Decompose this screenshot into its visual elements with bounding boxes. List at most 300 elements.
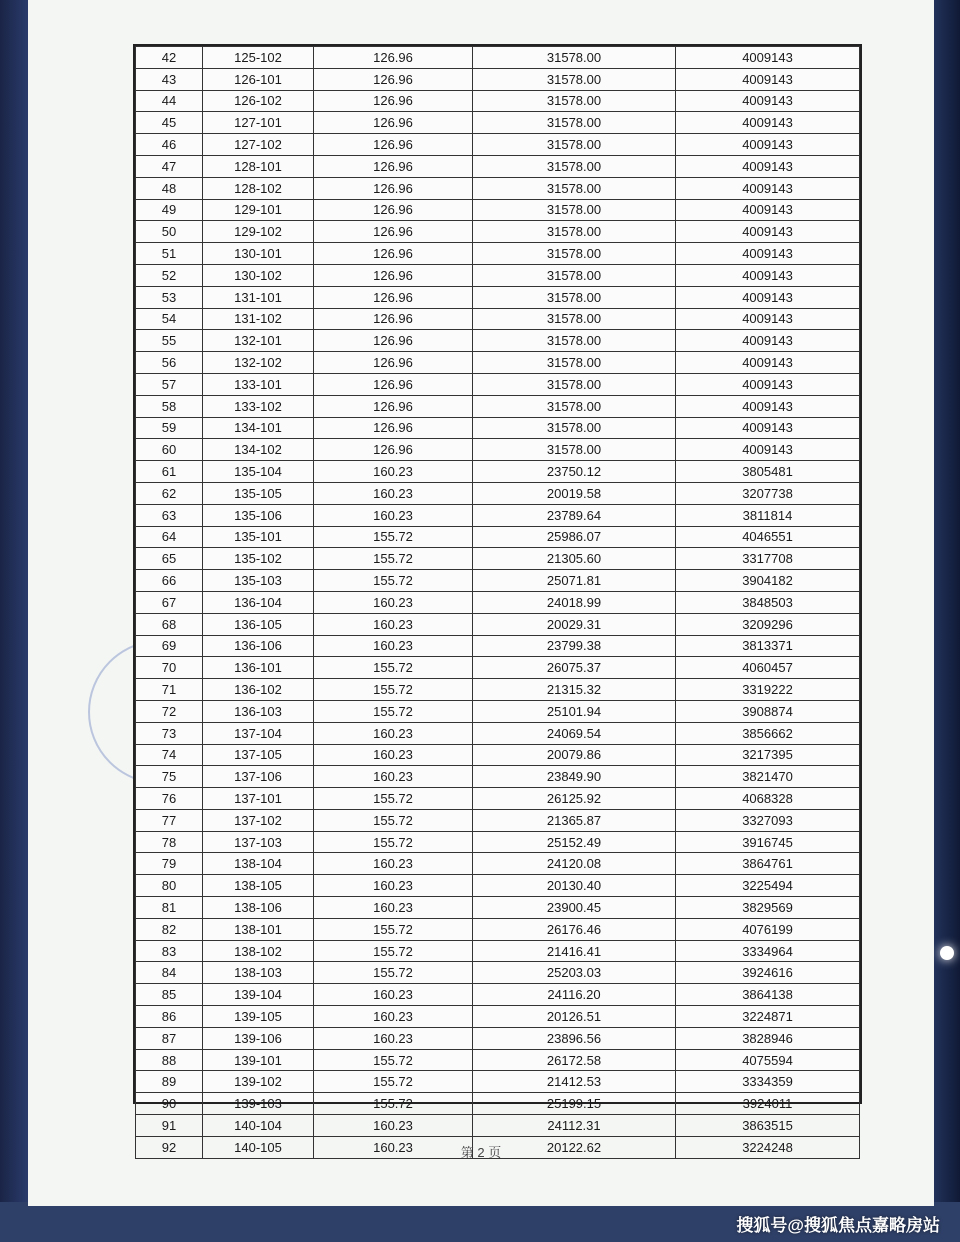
area-cell: 126.96 (314, 90, 473, 112)
room-number: 138-105 (203, 875, 314, 897)
room-number: 127-102 (203, 134, 314, 156)
table-row (136, 744, 860, 766)
total-price-cell: 3217395 (676, 744, 860, 766)
total-price-cell: 4009143 (676, 417, 860, 439)
area-cell: 126.96 (314, 199, 473, 221)
table-row (136, 177, 860, 199)
row-index: 60 (136, 439, 203, 461)
room-number: 134-102 (203, 439, 314, 461)
monitor-bezel-right (930, 0, 960, 1242)
table-row (136, 591, 860, 613)
area-cell: 160.23 (314, 635, 473, 657)
room-number: 132-102 (203, 352, 314, 374)
room-number: 137-104 (203, 722, 314, 744)
row-index: 86 (136, 1006, 203, 1028)
total-price-cell: 3224248 (676, 1136, 860, 1158)
total-price-cell: 3908874 (676, 700, 860, 722)
room-number: 140-105 (203, 1136, 314, 1158)
unit-price-cell: 31578.00 (473, 155, 676, 177)
table-row (136, 897, 860, 919)
total-price-cell: 3904182 (676, 570, 860, 592)
row-index: 87 (136, 1027, 203, 1049)
area-cell: 126.96 (314, 264, 473, 286)
table-row (136, 134, 860, 156)
table-row (136, 1027, 860, 1049)
total-price-cell: 3319222 (676, 679, 860, 701)
row-index: 62 (136, 482, 203, 504)
unit-price-cell: 20019.58 (473, 482, 676, 504)
room-number: 137-101 (203, 788, 314, 810)
total-price-cell: 3848503 (676, 591, 860, 613)
room-number: 139-105 (203, 1006, 314, 1028)
row-index: 45 (136, 112, 203, 134)
table-row (136, 330, 860, 352)
table-row (136, 1093, 860, 1115)
total-price-cell: 4009143 (676, 221, 860, 243)
room-number: 138-106 (203, 897, 314, 919)
area-cell: 160.23 (314, 591, 473, 613)
row-index: 85 (136, 984, 203, 1006)
area-cell: 155.72 (314, 809, 473, 831)
room-number: 125-102 (203, 47, 314, 69)
area-cell: 126.96 (314, 155, 473, 177)
unit-price-cell: 25071.81 (473, 570, 676, 592)
table-row (136, 635, 860, 657)
row-index: 47 (136, 155, 203, 177)
unit-price-cell: 20122.62 (473, 1136, 676, 1158)
room-number: 137-106 (203, 766, 314, 788)
room-number: 137-102 (203, 809, 314, 831)
unit-price-cell: 21416.41 (473, 940, 676, 962)
area-cell: 155.72 (314, 962, 473, 984)
unit-price-cell: 31578.00 (473, 330, 676, 352)
table-row (136, 417, 860, 439)
table-row (136, 395, 860, 417)
table-row (136, 657, 860, 679)
unit-price-cell: 21412.53 (473, 1071, 676, 1093)
total-price-cell: 4009143 (676, 264, 860, 286)
total-price-cell: 4009143 (676, 177, 860, 199)
unit-price-cell: 20126.51 (473, 1006, 676, 1028)
area-cell: 126.96 (314, 330, 473, 352)
unit-price-cell: 20079.86 (473, 744, 676, 766)
row-index: 65 (136, 548, 203, 570)
row-index: 64 (136, 526, 203, 548)
area-cell: 126.96 (314, 112, 473, 134)
room-number: 135-106 (203, 504, 314, 526)
total-price-cell: 3864138 (676, 984, 860, 1006)
area-cell: 126.96 (314, 47, 473, 69)
unit-price-cell: 31578.00 (473, 264, 676, 286)
table-row (136, 526, 860, 548)
area-cell: 155.72 (314, 570, 473, 592)
unit-price-cell: 31578.00 (473, 199, 676, 221)
table-row (136, 112, 860, 134)
row-index: 73 (136, 722, 203, 744)
table-row (136, 1115, 860, 1137)
room-number: 137-103 (203, 831, 314, 853)
total-price-cell: 3805481 (676, 461, 860, 483)
area-cell: 155.72 (314, 1049, 473, 1071)
row-index: 81 (136, 897, 203, 919)
total-price-cell: 3864761 (676, 853, 860, 875)
unit-price-cell: 31578.00 (473, 352, 676, 374)
unit-price-cell: 31578.00 (473, 395, 676, 417)
table-row (136, 940, 860, 962)
room-number: 139-103 (203, 1093, 314, 1115)
row-index: 63 (136, 504, 203, 526)
room-number: 138-104 (203, 853, 314, 875)
total-price-cell: 3916745 (676, 831, 860, 853)
row-index: 66 (136, 570, 203, 592)
area-cell: 160.23 (314, 461, 473, 483)
room-number: 139-106 (203, 1027, 314, 1049)
area-cell: 160.23 (314, 613, 473, 635)
room-number: 136-101 (203, 657, 314, 679)
row-index: 51 (136, 243, 203, 265)
room-number: 135-101 (203, 526, 314, 548)
table-row (136, 308, 860, 330)
area-cell: 126.96 (314, 352, 473, 374)
table-row (136, 373, 860, 395)
unit-price-cell: 23849.90 (473, 766, 676, 788)
unit-price-cell: 31578.00 (473, 286, 676, 308)
page-number: 第 2 页 (460, 1145, 502, 1160)
area-cell: 160.23 (314, 1006, 473, 1028)
table-row (136, 962, 860, 984)
area-cell: 126.96 (314, 417, 473, 439)
total-price-cell: 4009143 (676, 199, 860, 221)
table-row (136, 766, 860, 788)
total-price-cell: 4009143 (676, 243, 860, 265)
unit-price-cell: 24120.08 (473, 853, 676, 875)
total-price-cell: 3828946 (676, 1027, 860, 1049)
room-number: 133-102 (203, 395, 314, 417)
room-number: 136-106 (203, 635, 314, 657)
row-index: 90 (136, 1093, 203, 1115)
table-row (136, 155, 860, 177)
room-number: 132-101 (203, 330, 314, 352)
area-cell: 126.96 (314, 243, 473, 265)
unit-price-cell: 20130.40 (473, 875, 676, 897)
area-cell: 126.96 (314, 68, 473, 90)
room-number: 138-103 (203, 962, 314, 984)
area-cell: 126.96 (314, 308, 473, 330)
unit-price-cell: 31578.00 (473, 373, 676, 395)
table-row (136, 1071, 860, 1093)
total-price-cell: 3811814 (676, 504, 860, 526)
total-price-cell: 3327093 (676, 809, 860, 831)
row-index: 54 (136, 308, 203, 330)
table-row (136, 722, 860, 744)
room-number: 140-104 (203, 1115, 314, 1137)
row-index: 44 (136, 90, 203, 112)
unit-price-cell: 23900.45 (473, 897, 676, 919)
watermark-text: 搜狐号@搜狐焦点嘉略房站 (736, 1216, 940, 1235)
total-price-cell: 4009143 (676, 134, 860, 156)
row-index: 78 (136, 831, 203, 853)
room-number: 136-102 (203, 679, 314, 701)
total-price-cell: 4046551 (676, 526, 860, 548)
room-number: 136-105 (203, 613, 314, 635)
price-table-body (136, 47, 860, 1159)
unit-price-cell: 31578.00 (473, 134, 676, 156)
unit-price-cell: 21305.60 (473, 548, 676, 570)
unit-price-cell: 23789.64 (473, 504, 676, 526)
unit-price-cell: 25101.94 (473, 700, 676, 722)
room-number: 136-103 (203, 700, 314, 722)
total-price-cell: 3924616 (676, 962, 860, 984)
room-number: 130-101 (203, 243, 314, 265)
light-reflection (940, 946, 954, 960)
room-number: 129-101 (203, 199, 314, 221)
area-cell: 160.23 (314, 744, 473, 766)
unit-price-cell: 24112.31 (473, 1115, 676, 1137)
row-index: 43 (136, 68, 203, 90)
area-cell: 126.96 (314, 134, 473, 156)
area-cell: 126.96 (314, 439, 473, 461)
total-price-cell: 4068328 (676, 788, 860, 810)
unit-price-cell: 21365.87 (473, 809, 676, 831)
unit-price-cell: 26075.37 (473, 657, 676, 679)
room-number: 137-105 (203, 744, 314, 766)
table-row (136, 548, 860, 570)
total-price-cell: 3225494 (676, 875, 860, 897)
table-row (136, 679, 860, 701)
room-number: 135-102 (203, 548, 314, 570)
total-price-cell: 4009143 (676, 47, 860, 69)
area-cell: 160.23 (314, 722, 473, 744)
monitor-bezel-left (0, 0, 30, 1242)
document-screen (28, 0, 934, 1206)
row-index: 69 (136, 635, 203, 657)
unit-price-cell: 25986.07 (473, 526, 676, 548)
total-price-cell: 4009143 (676, 286, 860, 308)
unit-price-cell: 26176.46 (473, 918, 676, 940)
table-row (136, 788, 860, 810)
room-number: 136-104 (203, 591, 314, 613)
total-price-cell: 4076199 (676, 918, 860, 940)
total-price-cell: 4009143 (676, 439, 860, 461)
table-row (136, 286, 860, 308)
unit-price-cell: 31578.00 (473, 177, 676, 199)
total-price-cell: 4009143 (676, 308, 860, 330)
unit-price-cell: 25199.15 (473, 1093, 676, 1115)
unit-price-cell: 31578.00 (473, 47, 676, 69)
row-index: 80 (136, 875, 203, 897)
row-index: 75 (136, 766, 203, 788)
unit-price-cell: 20029.31 (473, 613, 676, 635)
table-row (136, 482, 860, 504)
area-cell: 160.23 (314, 1136, 473, 1158)
total-price-cell: 4009143 (676, 112, 860, 134)
unit-price-cell: 31578.00 (473, 221, 676, 243)
area-cell: 155.72 (314, 526, 473, 548)
row-index: 83 (136, 940, 203, 962)
room-number: 127-101 (203, 112, 314, 134)
total-price-cell: 3829569 (676, 897, 860, 919)
table-row (136, 613, 860, 635)
area-cell: 155.72 (314, 548, 473, 570)
table-row (136, 875, 860, 897)
total-price-cell: 3813371 (676, 635, 860, 657)
area-cell: 160.23 (314, 897, 473, 919)
unit-price-cell: 31578.00 (473, 68, 676, 90)
row-index: 91 (136, 1115, 203, 1137)
room-number: 135-103 (203, 570, 314, 592)
total-price-cell: 3863515 (676, 1115, 860, 1137)
area-cell: 160.23 (314, 875, 473, 897)
row-index: 92 (136, 1136, 203, 1158)
table-row (136, 243, 860, 265)
room-number: 138-102 (203, 940, 314, 962)
table-row (136, 918, 860, 940)
unit-price-cell: 31578.00 (473, 112, 676, 134)
room-number: 133-101 (203, 373, 314, 395)
row-index: 42 (136, 47, 203, 69)
table-row (136, 461, 860, 483)
unit-price-cell: 24069.54 (473, 722, 676, 744)
total-price-cell: 3856662 (676, 722, 860, 744)
area-cell: 160.23 (314, 984, 473, 1006)
row-index: 53 (136, 286, 203, 308)
row-index: 88 (136, 1049, 203, 1071)
table-row (136, 570, 860, 592)
area-cell: 126.96 (314, 286, 473, 308)
room-number: 139-102 (203, 1071, 314, 1093)
row-index: 74 (136, 744, 203, 766)
table-row (136, 352, 860, 374)
total-price-cell: 4009143 (676, 373, 860, 395)
area-cell: 126.96 (314, 177, 473, 199)
room-number: 135-105 (203, 482, 314, 504)
area-cell: 155.72 (314, 831, 473, 853)
table-row (136, 199, 860, 221)
area-cell: 155.72 (314, 1071, 473, 1093)
row-index: 58 (136, 395, 203, 417)
total-price-cell: 4009143 (676, 330, 860, 352)
area-cell: 160.23 (314, 766, 473, 788)
room-number: 134-101 (203, 417, 314, 439)
table-row (136, 700, 860, 722)
area-cell: 160.23 (314, 1027, 473, 1049)
table-row (136, 221, 860, 243)
unit-price-cell: 31578.00 (473, 417, 676, 439)
total-price-cell: 4009143 (676, 68, 860, 90)
total-price-cell: 4009143 (676, 90, 860, 112)
total-price-cell: 4009143 (676, 352, 860, 374)
room-number: 128-102 (203, 177, 314, 199)
table-row (136, 68, 860, 90)
room-number: 131-102 (203, 308, 314, 330)
room-number: 129-102 (203, 221, 314, 243)
row-index: 50 (136, 221, 203, 243)
price-table (135, 46, 860, 1159)
room-number: 126-101 (203, 68, 314, 90)
table-row (136, 439, 860, 461)
unit-price-cell: 25203.03 (473, 962, 676, 984)
table-row (136, 809, 860, 831)
unit-price-cell: 31578.00 (473, 90, 676, 112)
total-price-cell: 4009143 (676, 395, 860, 417)
area-cell: 155.72 (314, 788, 473, 810)
room-number: 135-104 (203, 461, 314, 483)
row-index: 68 (136, 613, 203, 635)
area-cell: 155.72 (314, 679, 473, 701)
total-price-cell: 3334359 (676, 1071, 860, 1093)
area-cell: 160.23 (314, 504, 473, 526)
row-index: 76 (136, 788, 203, 810)
unit-price-cell: 21315.32 (473, 679, 676, 701)
unit-price-cell: 24116.20 (473, 984, 676, 1006)
table-row (136, 853, 860, 875)
total-price-cell: 3924011 (676, 1093, 860, 1115)
table-row (136, 1006, 860, 1028)
unit-price-cell: 25152.49 (473, 831, 676, 853)
unit-price-cell: 31578.00 (473, 308, 676, 330)
unit-price-cell: 23896.56 (473, 1027, 676, 1049)
row-index: 71 (136, 679, 203, 701)
area-cell: 155.72 (314, 940, 473, 962)
area-cell: 160.23 (314, 853, 473, 875)
room-number: 139-104 (203, 984, 314, 1006)
row-index: 61 (136, 461, 203, 483)
table-row (136, 984, 860, 1006)
row-index: 59 (136, 417, 203, 439)
row-index: 55 (136, 330, 203, 352)
row-index: 56 (136, 352, 203, 374)
room-number: 126-102 (203, 90, 314, 112)
total-price-cell: 4009143 (676, 155, 860, 177)
unit-price-cell: 24018.99 (473, 591, 676, 613)
total-price-cell: 3224871 (676, 1006, 860, 1028)
area-cell: 126.96 (314, 373, 473, 395)
total-price-cell: 4060457 (676, 657, 860, 679)
row-index: 52 (136, 264, 203, 286)
table-row (136, 1049, 860, 1071)
room-number: 131-101 (203, 286, 314, 308)
total-price-cell: 3334964 (676, 940, 860, 962)
row-index: 70 (136, 657, 203, 679)
row-index: 57 (136, 373, 203, 395)
table-row (136, 90, 860, 112)
area-cell: 155.72 (314, 918, 473, 940)
row-index: 79 (136, 853, 203, 875)
table-row (136, 47, 860, 69)
row-index: 84 (136, 962, 203, 984)
row-index: 48 (136, 177, 203, 199)
total-price-cell: 3821470 (676, 766, 860, 788)
row-index: 89 (136, 1071, 203, 1093)
room-number: 139-101 (203, 1049, 314, 1071)
area-cell: 126.96 (314, 395, 473, 417)
unit-price-cell: 23799.38 (473, 635, 676, 657)
unit-price-cell: 26172.58 (473, 1049, 676, 1071)
table-row (136, 831, 860, 853)
row-index: 77 (136, 809, 203, 831)
total-price-cell: 4075594 (676, 1049, 860, 1071)
room-number: 138-101 (203, 918, 314, 940)
row-index: 49 (136, 199, 203, 221)
table-row (136, 264, 860, 286)
unit-price-cell: 23750.12 (473, 461, 676, 483)
total-price-cell: 3207738 (676, 482, 860, 504)
area-cell: 155.72 (314, 700, 473, 722)
table-row (136, 504, 860, 526)
unit-price-cell: 31578.00 (473, 243, 676, 265)
unit-price-cell: 31578.00 (473, 439, 676, 461)
area-cell: 155.72 (314, 657, 473, 679)
